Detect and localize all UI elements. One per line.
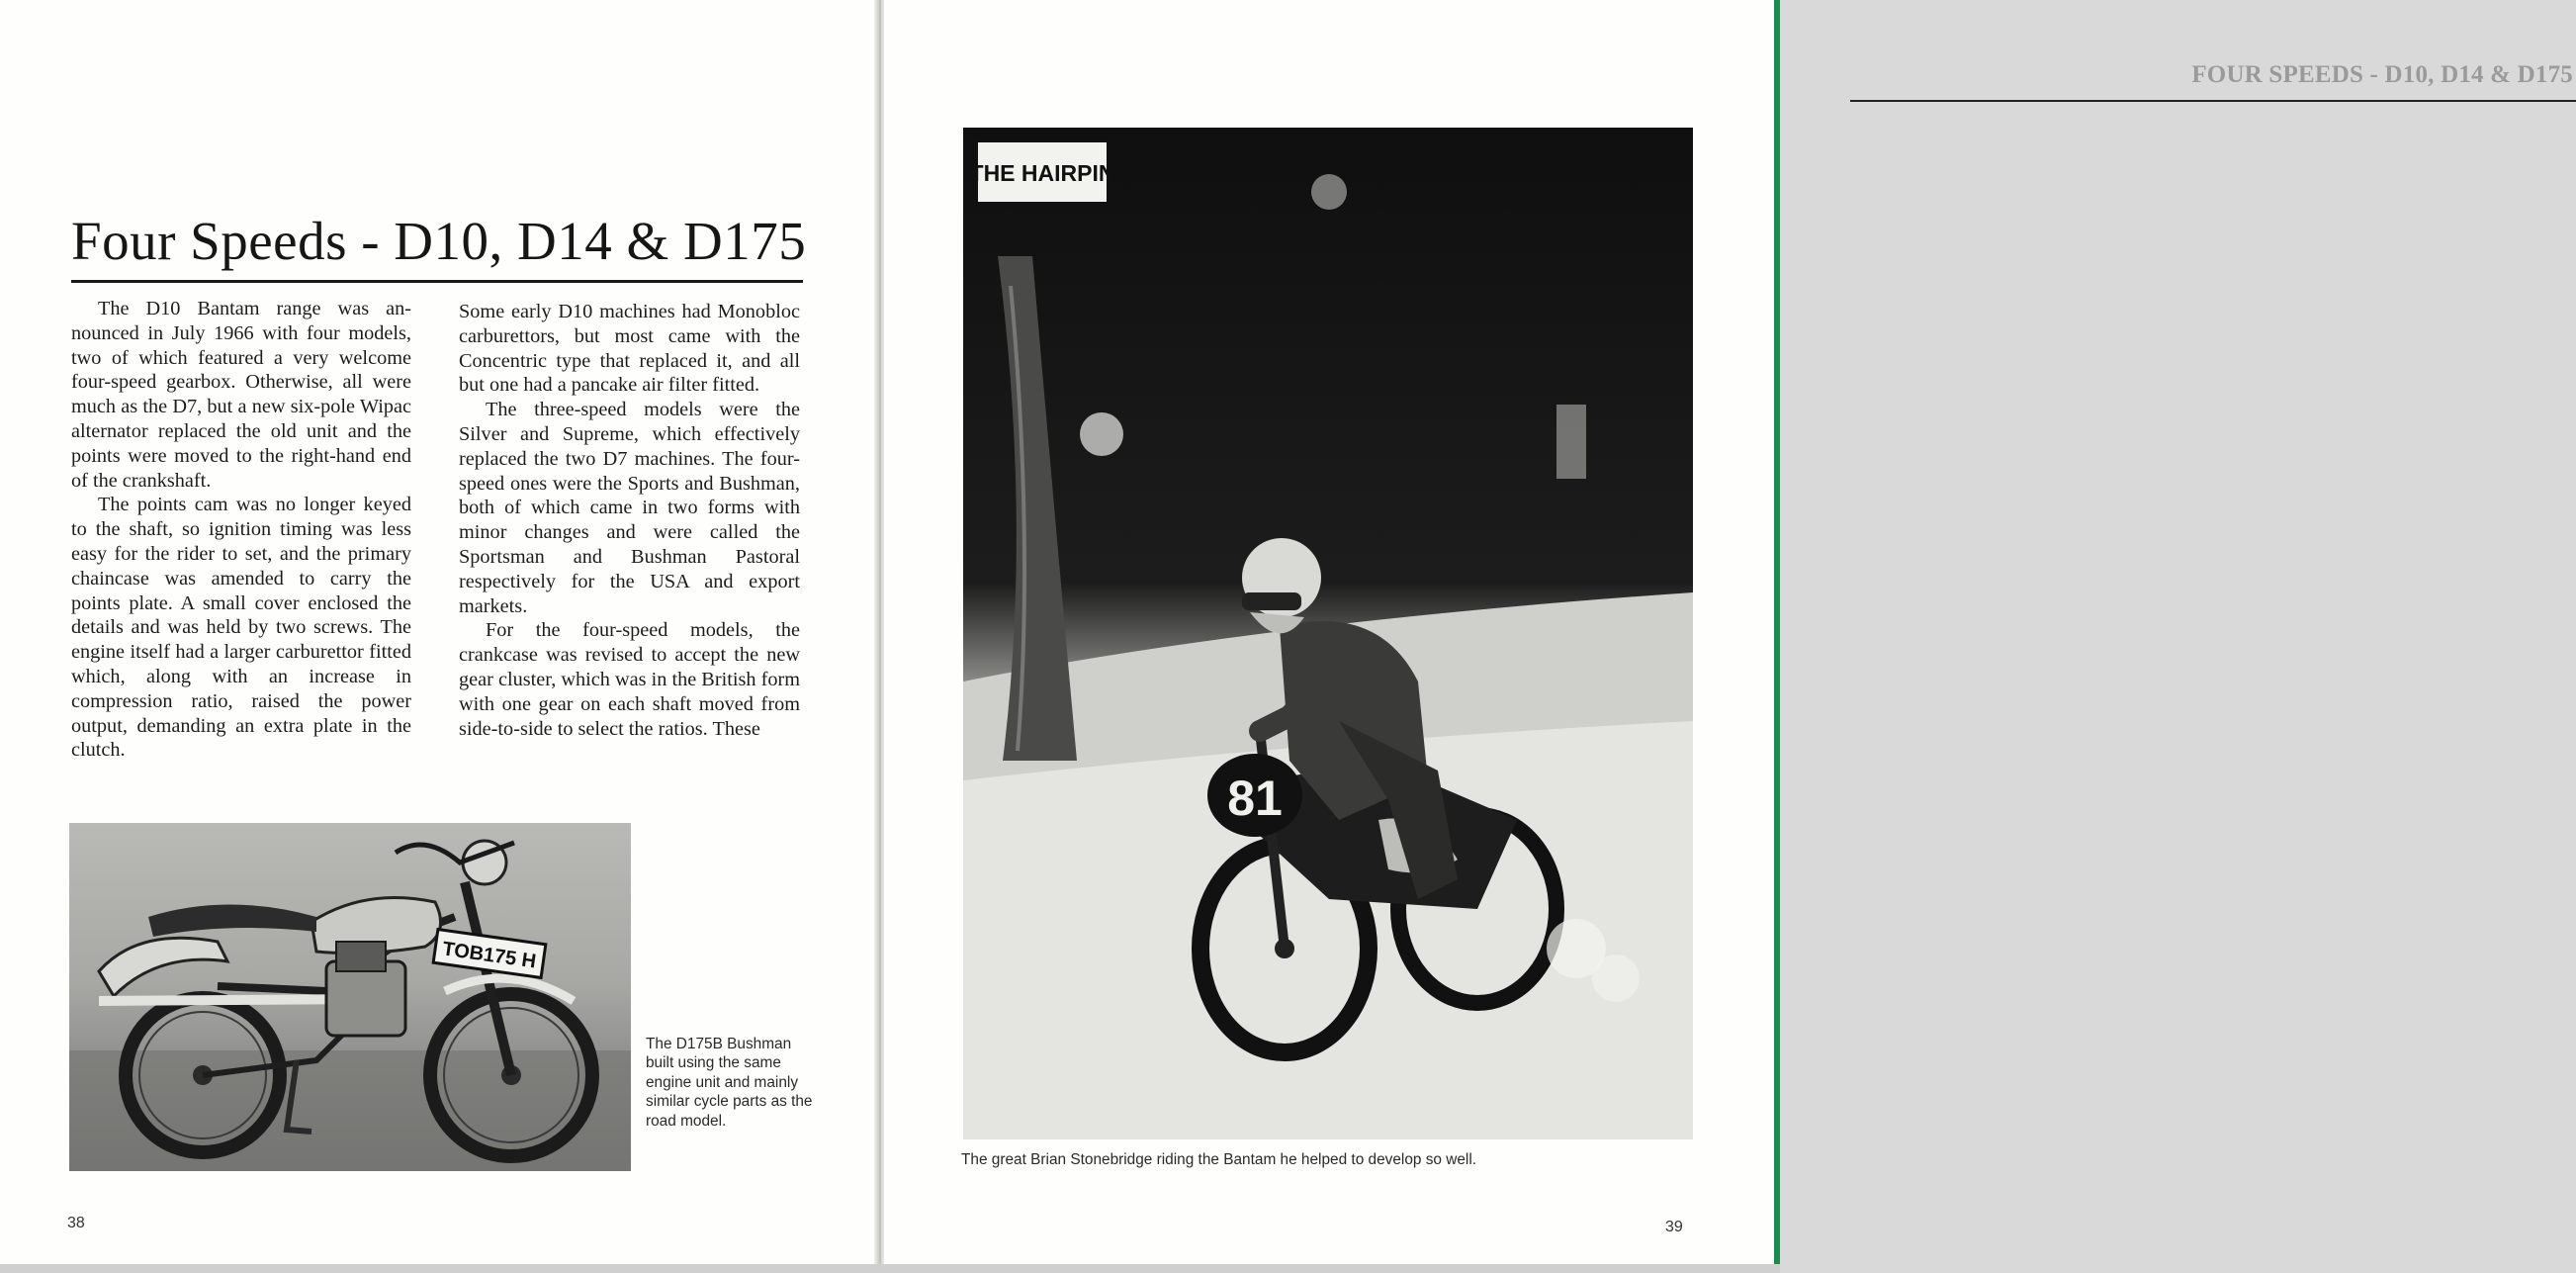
- head-rule: [1850, 100, 2576, 102]
- race-number: 81: [1227, 771, 1283, 826]
- motorcycle-illustration: [69, 823, 631, 1171]
- number-plate: TOB175 H: [441, 938, 538, 973]
- page-number: 39: [1665, 1219, 1683, 1235]
- left-page: [0, 0, 876, 1273]
- page-edge: [1774, 0, 1780, 1273]
- paragraph: Some early D10 machines had Monobloc carburettors, but most came with the Concentric type that replaced it, and all but one had a pancake air filter fitted.: [459, 301, 800, 397]
- motorcycle-photo: [69, 823, 631, 1171]
- photo-caption: The D175B Bushman built using the same engine unit and mainly similar cycle parts as the road model.: [646, 1036, 813, 1130]
- page-edge: [0, 1264, 1780, 1273]
- hairpin-sign: THE HAIRPIN: [969, 160, 1115, 186]
- race-illustration: [963, 128, 1693, 1139]
- paragraph: The D10 Bantam range was announced in July 1966 with four models, two of which featured a very welcome four-speed gearbox. Otherwise, all were much as the D7, but a new six-pole Wipac alternator replaced the old unit and the points were moved to the right-hand end of the crankshaft.: [71, 298, 411, 492]
- page-number: 38: [67, 1215, 85, 1231]
- running-head: FOUR SPEEDS - D10, D14 & D175: [2191, 61, 2573, 88]
- paragraph: The points cam was no longer keyed to the shaft, so ignition timing was less easy for the rider to set, and the primary chaincase was amended to carry the points plate. A small cover enclosed the details and was held by two screws. The engine itself had a larger carburettor fitted which, along with an increase in compression ratio, raised the power output, demanding an extra plate in the clutch.: [71, 494, 411, 762]
- text-column-2: [459, 300, 800, 741]
- title-rule: [71, 280, 803, 283]
- text-column-1: [71, 297, 411, 763]
- photo-caption: The great Brian Stonebridge riding the Bantam he helped to develop so well.: [961, 1151, 1477, 1168]
- paragraph: For the four-speed models, the crankcase was revised to accept the new gear cluster, which was in the British form with one gear on each shaft moved from side-to-side to select the ratios. These: [459, 619, 801, 740]
- paragraph: The three-speed models were the Silver and Supreme, which effectively replaced the two D7 machines. The four-speed ones were the Sports and Bushman, both of which came in two forms with minor changes and were called the Sportsman and Bushman Pastoral respectively for the USA and export markets.: [459, 399, 800, 617]
- race-photo: [963, 128, 1693, 1139]
- chapter-title: Four Speeds - D10, D14 & D175: [71, 211, 807, 271]
